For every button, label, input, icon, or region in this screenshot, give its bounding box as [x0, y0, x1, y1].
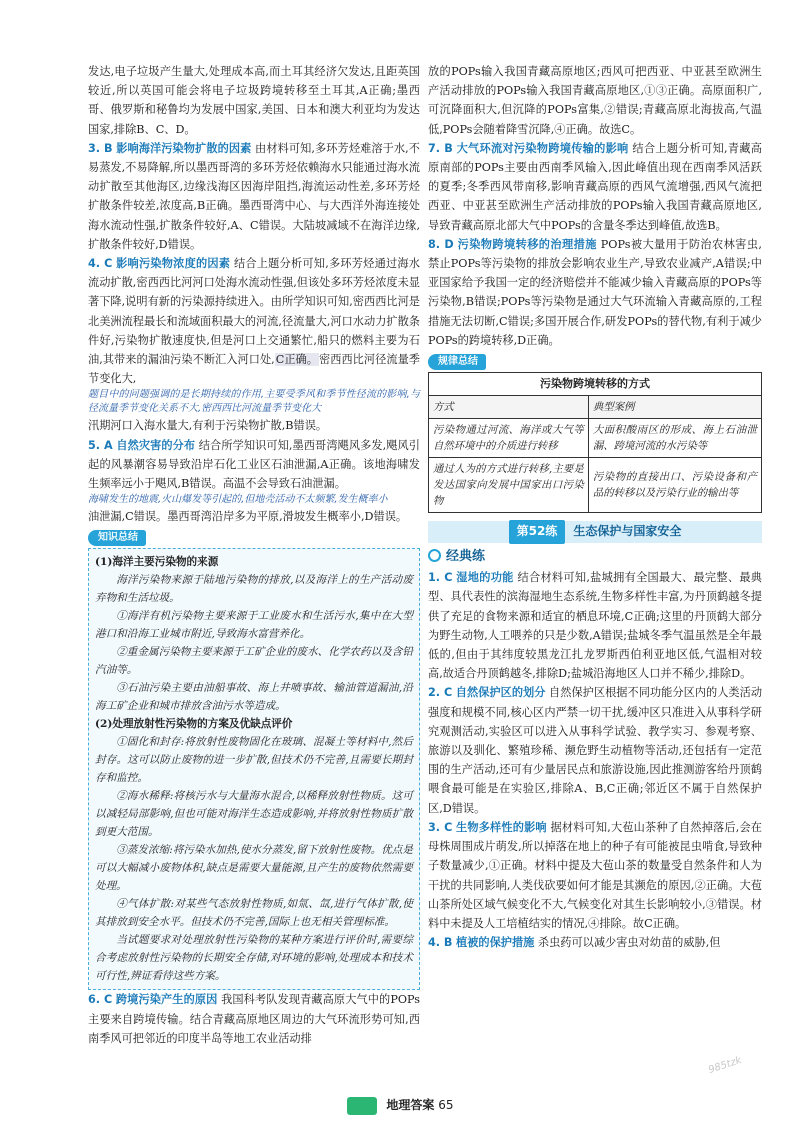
- answer-s4: [428, 933, 762, 952]
- answer-6-number: 6. C: [88, 993, 113, 1007]
- table-header-case: 典型案例: [588, 396, 761, 419]
- transfer-methods-table: [428, 372, 762, 513]
- answer-5: [88, 436, 420, 494]
- section-number: 第52练: [509, 520, 566, 543]
- summary-item: ③石油污染主要由油船事故、海上井喷事故、输油管道漏油,沿海工矿企业和城市排放含油污水等造成。: [95, 682, 413, 713]
- summary-item: 当试题要求对处理放射性污染物的某种方案进行评价时,需要综合考虑放射性污染物的长期安全存储,对环境的影响,处理成本和技术可行性,辨证看待这些方案。: [95, 934, 413, 983]
- watermark: 985tzk: [707, 1055, 743, 1076]
- answer-3-number: 3. B: [88, 141, 113, 155]
- table-row: [429, 419, 762, 458]
- table-cell: 大面积酸雨区的形成、海上石油泄漏、跨境河流的水污染等: [588, 419, 761, 458]
- answer-s2-number: 2. C: [428, 686, 453, 700]
- answer-6: [88, 990, 420, 1048]
- classic-practice-heading: [428, 547, 762, 566]
- answer-6-continued: 放的POPs输入我国青藏高原地区;西风可把西亚、中亚甚至欧洲生产活动排放的POPs输入我国青藏高原地区,①③正确。高原面积广,可沉降面积大,但沉降的POPs富集,②错误;青藏高原北海拔高,气温低,POPs会随着降雪沉降,④正确。故选C。: [428, 65, 762, 136]
- answer-5-number: 5. A: [88, 438, 113, 452]
- answer-4-text-d: 汛期河口入海水量大,有利于污染物扩散,B错误。: [88, 419, 328, 433]
- answer-2-continued: 发达,电子垃圾产生量大,处理成本高,而土耳其经济欠发达,且距英国较近,所以英国可能会将电子垃圾跨境转移至土耳其,A正确;墨西哥、俄罗斯和秘鲁均为发展中国家,美国、日本和澳大利亚均为发达国家,排除B、C、D。: [88, 65, 420, 136]
- table-cell: 通过人为的方式进行转移,主要是发达国家向发展中国家出口污染物: [429, 458, 589, 513]
- page-number: 65: [438, 1098, 454, 1112]
- answer-s1-number: 1. C: [428, 571, 453, 585]
- answer-s3-number: 3. C: [428, 820, 453, 834]
- answer-7: [428, 139, 762, 235]
- summary-heading-1: (1)海洋主要污染物的来源: [95, 556, 219, 569]
- summary-item: ②重金属污染物主要来源于工矿企业的废水、化学农药以及含铅汽油等。: [95, 646, 413, 677]
- answer-4-text-c: 密西西比河径流量季节变化大,: [88, 353, 420, 386]
- answer-5-topic: 自然灾害的分布: [116, 438, 196, 452]
- answer-s2-text: 自然保护区根据不同功能分区内的人类活动强度和规模不同,核心区内严禁一切干扰,缓冲区只准进入从事科学研究观测活动,实验区可以进入从事科学试验、教学实习、参观考察、旅游以及驯化、繁殖珍稀、濒危野生动植物等活动,还包括有一定范围的生产活动,还可有少量居民点和旅游设施,因此推测游客给丹顶鹤喂食最可能是在实验区,排除A、B,C正确;邻近区不属于自然保护区,D错误。: [428, 686, 763, 815]
- summary-item: 海洋污染物来源于陆地污染物的排放,以及海洋上的生产活动废弃物和生活垃圾。: [95, 574, 413, 605]
- footer-label: 地理答案: [386, 1098, 435, 1112]
- answer-5-text-a: 结合所学知识可知,墨西哥湾飓风多发,飓风引起的风暴潮容易导致沿岸石化工业区石油泄漏,A正确。该地海啸发生频率远小于飓风,: [88, 438, 420, 491]
- table-cell: 污染物的直接出口、污染设备和产品的转移以及污染行业的输出等: [588, 458, 761, 513]
- classic-practice-label: 经典练: [446, 549, 486, 565]
- summary-item: ②海水稀释:将核污水与大量海水混合,以稀释放射性物质。这可以减轻局部影响,但也可能对海洋生态造成影响,并将放射性物质扩散到更大范围。: [95, 790, 413, 839]
- answer-7-topic: 大气环流对污染物跨境传输的影响: [456, 141, 629, 155]
- answer-6-text: 我国科考队发现青藏高原大气中的POPs主要来自跨境传输。结合青藏高原地区周边的大气环流形势可知,西南季风可把邻近的印度半岛等地工农业活动排: [88, 993, 420, 1045]
- answer-3-text: 由材料可知,多环芳烃难溶于水,不易蒸发,不易降解,所以墨西哥湾的多环芳烃依赖海水只能通过海水流动扩散至其他海区,边缘浅海区因海岸阻挡,海流运动性差,多环芳烃扩散条件较差,浓度高,B正确。墨西哥湾中心、与大西洋外海连接处海水流动性强,扩散条件较好,A、C错误。大陆坡减域不在海洋边缘,扩散条件较好,D错误。: [88, 141, 420, 251]
- table-header-method: 方式: [429, 396, 589, 419]
- answer-s2-topic: 自然保护区的划分: [455, 686, 546, 700]
- answer-8-number: 8. D: [428, 237, 454, 251]
- table-row: [429, 458, 762, 513]
- section-title: 生态保护与国家安全: [573, 524, 682, 539]
- summary-item: ④气体扩散:对某些气态放射性物质,如氚、氙,进行气体扩散,使其排放到安全水平。但技术仍不完善,国际上也无相关管理标准。: [95, 898, 413, 929]
- table-cell: 污染物通过河流、海洋或大气等自然环境中的介质进行转移: [429, 419, 589, 458]
- page-footer: [0, 1096, 800, 1115]
- answer-s1: [428, 568, 762, 683]
- answer-s4-topic: 植被的保护措施: [456, 936, 535, 950]
- handwritten-note-1: 题目中的问题强调的是长期持续的作用,主要受季风和季节性径流的影响,与径流量季节变化关系不大,密西西比河流量季节变化大: [88, 389, 420, 415]
- summary-item: ①固化和封存:将放射性废物固化在玻璃、混凝土等材料中,然后封存。这可以防止废物的进一步扩散,但技术仍不完善,且需要长期封存和监控。: [95, 736, 413, 785]
- summary-heading-2: (2)处理放射性污染物的方案及优缺点评价: [95, 718, 293, 731]
- pencil-circle-icon: [428, 549, 441, 562]
- answer-5-text-b: B错误。高温不会导致石油泄漏。: [181, 477, 346, 491]
- section-header: [428, 521, 762, 543]
- answer-5-text-c: 油泄漏,C错误。墨西哥湾沿岸多为平原,滑坡发生概率小,D错误。: [88, 510, 408, 524]
- summary-item: ①海洋有机污染物主要来源于工业废水和生活污水,集中在大型港口和沿海工业城市附近,导致海水富营养化。: [95, 610, 413, 641]
- answer-8-topic: 污染物跨境转移的治理措施: [457, 237, 597, 251]
- answer-4: [88, 254, 420, 388]
- table-title: 污染物跨境转移的方式: [429, 373, 762, 396]
- answer-4-text-b: C正确。: [275, 353, 319, 367]
- answer-s3: [428, 818, 762, 933]
- answer-s3-topic: 生物多样性的影响: [456, 820, 547, 834]
- answer-s1-text: 结合材料可知,盐城拥有全国最大、最完整、最典型、具代表性的滨海湿地生态系统,生物多样性丰富,为丹顶鹤越冬提供了充足的食物来源和适宜的栖息环境,C正确;这里的丹顶鹤大部分为野生动物,人工喂养的只是少数,A错误;盐城冬季气温虽然是全年最低的,但由于其纬度较黑龙江扎龙罗斯西伯利亚地区低,气温相对较高,故适合丹顶鹤越冬,排除D;盐城沿海地区人口并不稀少,排除D。: [428, 571, 762, 681]
- answer-8: [428, 235, 762, 350]
- right-column: [428, 62, 762, 952]
- answer-s1-topic: 湿地的功能: [456, 571, 514, 585]
- answer-s4-text: 杀虫药可以减少害虫对幼苗的威胁,但: [537, 936, 721, 950]
- answer-4-number: 4. C: [88, 257, 113, 271]
- knowledge-summary-box: [88, 548, 420, 990]
- answer-7-text: 结合上题分析可知,青藏高原南部的POPs主要由西南季风输入,因此峰值出现在西南季风活跃的夏季;冬季西风带南移,影响青藏高原的西风气流增强,西风气流把西亚、中亚甚至欧洲生产活动排放的POPs输入我国青藏高原地区,导致青藏高原北部大气中POPs的含量冬季达到峰值,故选B。: [428, 141, 762, 232]
- answer-s3-text: 据材料可知,大苞山茶种了自然掉落后,会在母株周围成片萌发,所以掉落在地上的种子有可能被昆虫啃食,导致种子数量减少,①正确。材料中提及大苞山茶的数量受自然条件和人为干扰的共同影响,人类伐砍要如何才能是其濒危的原因,②正确。大苞山茶所处区域气候变化不大,气候变化对其生长影响较小,③错误。材料中未提及人工培植结实的情况,④排除。故C正确。: [428, 820, 762, 930]
- answer-s4-number: 4. B: [428, 936, 453, 950]
- answer-8-text: POPs被大量用于防治农林害虫,禁止POPs等污染物的排放会影响农业生产,导致农业减产,A错误;中亚国家给予我国一定的经济赔偿并不能减少输入青藏高原的POPs等污染物,B错误;POPs等污染物是通过大气环流输入青藏高原的,工程措施无法切断,C错误;多国开展合作,研发POPs的替代物,有利于减少POPs的跨境转移,D正确。: [428, 237, 762, 347]
- left-column: [88, 62, 420, 1048]
- answer-3: [88, 139, 420, 254]
- answer-s2: [428, 683, 762, 817]
- summary-item: ③蒸发浓缩:将污染水加热,使水分蒸发,留下放射性废物。优点是可以大幅减小废物体积,缺点是需要大量能源,且产生的废物依然需要处理。: [95, 844, 413, 893]
- handwritten-note-2: 海啸发生的地震,火山爆发等引起的,但地壳活动不太频繁,发生概率小: [88, 494, 388, 506]
- publisher-logo-icon: [347, 1097, 377, 1115]
- knowledge-summary-badge: 知识总结: [88, 530, 146, 546]
- answer-7-number: 7. B: [428, 141, 453, 155]
- answer-4-topic: 影响污染物浓度的因素: [116, 257, 231, 271]
- answer-6-topic: 跨境污染产生的原因: [115, 993, 218, 1007]
- answer-4-text-a: 结合上题分析可知,多环芳烃通过海水流动扩散,密西西比河河口处海水流动性强,但该处多环芳烃浓度未显著下降,说明有新的污染源持续进入。由所学知识可知,密西西比河是北美洲流程最长和流域面积最大的河流,径流量大,河口水动力扩散条件好,污染物扩散速度快,但是河口上交通繁忙,船只的燃料主要为石油,其带来的漏油污染不断汇入河口处,: [88, 257, 420, 367]
- answer-3-topic: 影响海洋污染物扩散的因素: [116, 141, 252, 155]
- rule-summary-badge: 规律总结: [428, 354, 486, 370]
